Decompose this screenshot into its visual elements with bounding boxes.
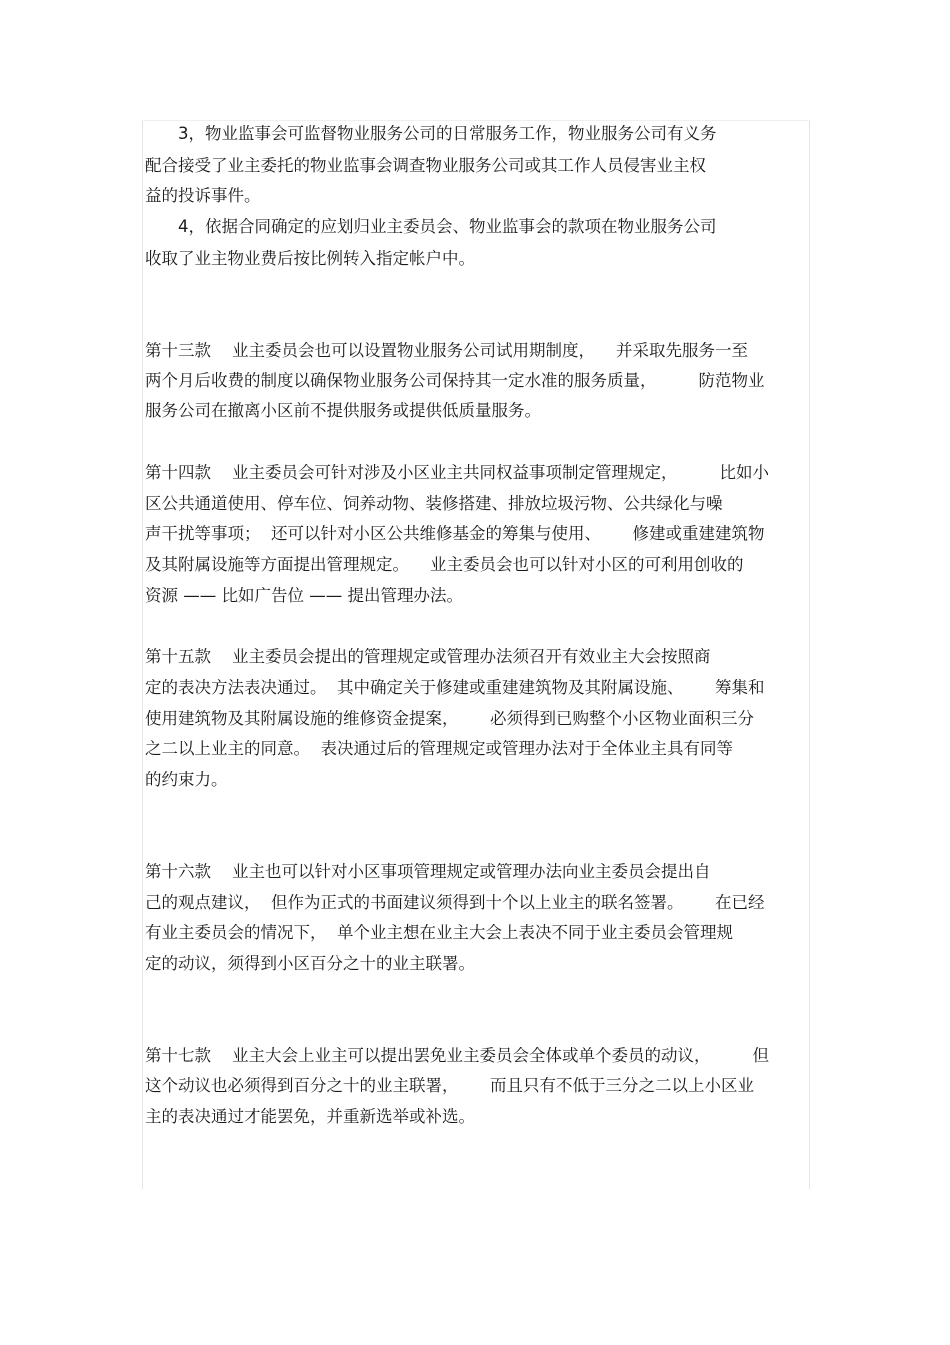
para-item3-line2: 配合接受了业主委托的物业监事会调查物业服务公司或其工作人员侵害业主权 bbox=[145, 156, 706, 175]
para-item4-line1: 4，依据合同确定的应划归业主委员会、物业监事会的款项在物业服务公司 bbox=[178, 217, 717, 236]
clause-16-line2: 己的观点建议， 但作为正式的书面建议须得到十个以上业主的联名签署。 在已经 bbox=[145, 893, 765, 912]
clause-17-line3: 主的表决通过才能罢免，并重新选举或补选。 bbox=[145, 1107, 475, 1126]
clause-14-line2: 区公共通道使用、停车位、饲养动物、装修搭建、排放垃圾污物、公共绿化与噪 bbox=[145, 494, 723, 513]
clause-14-line1: 第十四款 业主委员会可针对涉及小区业主共同权益事项制定管理规定， 比如小 bbox=[145, 463, 769, 482]
clause-15-line5: 的约束力。 bbox=[145, 770, 228, 789]
para-item3-line3: 益的投诉事件。 bbox=[145, 186, 261, 205]
clause-17-line1: 第十七款 业主大会上业主可以提出罢免业主委员会全体或单个委员的动议， 但 bbox=[145, 1046, 769, 1065]
clause-17-line2: 这个动议也必须得到百分之十的业主联署， 而且只有不低于三分之二以上小区业 bbox=[145, 1076, 754, 1095]
clause-13-line1: 第十三款 业主委员会也可以设置物业服务公司试用期制度， 并采取先服务一至 bbox=[145, 341, 748, 360]
clause-16-line3: 有业主委员会的情况下， 单个业主想在业主大会上表决不同于业主委员会管理规 bbox=[145, 923, 733, 942]
clause-16-line4: 定的动议，须得到小区百分之十的业主联署。 bbox=[145, 954, 475, 973]
clause-13-line2: 两个月后收费的制度以确保物业服务公司保持其一定水准的服务质量， 防范物业 bbox=[145, 371, 765, 390]
clause-16-line1: 第十六款 业主也可以针对小区事项管理规定或管理办法向业主委员会提出自 bbox=[145, 862, 711, 881]
clause-14-line4: 及其附属设施等方面提出管理规定。 业主委员会也可以针对小区的可利用创收的 bbox=[145, 555, 744, 574]
para-item3-line1: 3，物业监事会可监督物业服务公司的日常服务工作，物业服务公司有义务 bbox=[178, 124, 717, 143]
clause-13-line3: 服务公司在撤离小区前不提供服务或提供低质量服务。 bbox=[145, 401, 541, 420]
clause-14-line5: 资源 —— 比如广告位 —— 提出管理办法。 bbox=[145, 586, 463, 605]
para-item4-line2: 收取了业主物业费后按比例转入指定帐户中。 bbox=[145, 249, 475, 268]
clause-15-line2: 定的表决方法表决通过。 其中确定关于修建或重建建筑物及其附属设施、 筹集和 bbox=[145, 678, 765, 697]
clause-15-line3: 使用建筑物及其附属设施的维修资金提案， 必须得到已购整个小区物业面积三分 bbox=[145, 709, 754, 728]
clause-15-line4: 之二以上业主的同意。 表决通过后的管理规定或管理办法对于全体业主具有同等 bbox=[145, 739, 733, 758]
clause-15-line1: 第十五款 业主委员会提出的管理规定或管理办法须召开有效业主大会按照商 bbox=[145, 647, 711, 666]
clause-14-line3: 声干扰等事项； 还可以针对小区公共维修基金的筹集与使用、 修建或重建建筑物 bbox=[145, 524, 765, 543]
